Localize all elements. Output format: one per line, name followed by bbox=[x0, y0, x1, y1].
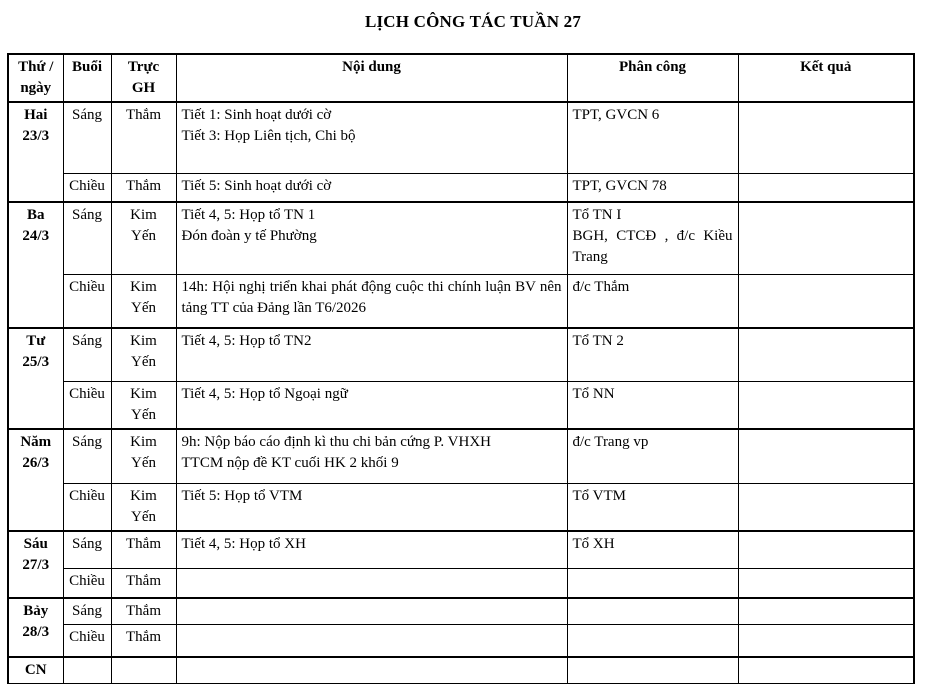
result-cell bbox=[738, 102, 914, 173]
table-row bbox=[8, 598, 914, 625]
result-cell bbox=[738, 598, 914, 625]
day-cell bbox=[8, 657, 63, 684]
content-line: Tiết 4, 5: Họp tổ XH bbox=[181, 536, 306, 552]
day-label: Sáu bbox=[23, 536, 48, 552]
assignment-cell bbox=[567, 381, 738, 429]
assignment-cell bbox=[567, 173, 738, 202]
result-cell bbox=[738, 484, 914, 532]
column-header-duty-line2: GH bbox=[131, 80, 156, 96]
column-header-day-line2: ngày bbox=[20, 80, 52, 96]
page-title: LỊCH CÔNG TÁC TUẦN 27 bbox=[364, 12, 582, 31]
assignment-cell bbox=[567, 531, 738, 568]
assignment-line: Tổ VTM bbox=[572, 488, 626, 504]
content-line: Tiết 4, 5: Họp tổ Ngoại ngữ bbox=[181, 385, 348, 402]
table-row bbox=[8, 274, 914, 328]
day-date: 25/3 bbox=[22, 354, 50, 370]
assignment-cell bbox=[567, 429, 738, 484]
assignment-line: Tổ TN I bbox=[572, 207, 622, 223]
session-cell: Chiều bbox=[63, 381, 111, 429]
assignment-line: BGH, CTCĐ , đ/c Kiều Trang bbox=[572, 228, 733, 265]
content-line: Tiết 4, 5: Họp tổ TN2 bbox=[181, 333, 312, 349]
assignment-line: đ/c Thắm bbox=[572, 278, 630, 295]
duty-cell: Thắm bbox=[111, 102, 176, 173]
content-cell bbox=[176, 381, 567, 429]
table-row bbox=[8, 531, 914, 568]
result-cell bbox=[738, 381, 914, 429]
table-row bbox=[8, 381, 914, 429]
duty-cell: Kim Yến bbox=[111, 429, 176, 484]
assignment-line: Tổ XH bbox=[572, 536, 615, 552]
day-date: 28/3 bbox=[22, 624, 50, 640]
duty-cell: Kim Yến bbox=[111, 202, 176, 274]
assignment-cell bbox=[567, 102, 738, 173]
table-row bbox=[8, 202, 914, 274]
day-cell bbox=[8, 328, 63, 429]
table-header-row bbox=[8, 54, 914, 102]
duty-cell: Thắm bbox=[111, 531, 176, 568]
content-line: Tiết 1: Sinh hoạt dưới cờ bbox=[181, 107, 332, 123]
result-cell bbox=[738, 328, 914, 381]
session-cell: Chiều bbox=[63, 568, 111, 598]
assignment-line: Tổ NN bbox=[572, 385, 615, 402]
result-cell bbox=[738, 202, 914, 274]
session-cell: Chiều bbox=[63, 173, 111, 202]
table-row bbox=[8, 429, 914, 484]
day-label: CN bbox=[24, 661, 47, 678]
day-date: 23/3 bbox=[22, 128, 50, 144]
day-cell bbox=[8, 202, 63, 328]
table-row bbox=[8, 484, 914, 532]
duty-cell: Kim Yến bbox=[111, 328, 176, 381]
content-cell bbox=[176, 531, 567, 568]
assignment-line: TPT, GVCN 78 bbox=[572, 177, 667, 194]
content-cell bbox=[176, 429, 567, 484]
assignment-cell bbox=[567, 598, 738, 625]
content-cell bbox=[176, 328, 567, 381]
duty-cell: Kim Yến bbox=[111, 381, 176, 429]
column-header-duty bbox=[111, 54, 176, 102]
content-line: Đón đoàn y tế Phường bbox=[181, 228, 317, 244]
duty-cell: Thắm bbox=[111, 568, 176, 598]
result-cell bbox=[738, 568, 914, 598]
duty-cell: Thắm bbox=[111, 173, 176, 202]
content-cell bbox=[176, 625, 567, 657]
day-cell bbox=[8, 598, 63, 657]
assignment-line: Tổ TN 2 bbox=[572, 333, 624, 349]
content-line: TTCM nộp đề KT cuối HK 2 khối 9 bbox=[181, 454, 399, 471]
content-cell bbox=[176, 202, 567, 274]
content-line: Tiết 5: Sinh hoạt dưới cờ bbox=[181, 177, 332, 194]
column-header-content: Nội dung bbox=[176, 54, 567, 102]
day-label: Ba bbox=[26, 207, 45, 223]
result-cell bbox=[738, 429, 914, 484]
assignment-cell bbox=[567, 625, 738, 657]
day-date: 27/3 bbox=[22, 557, 50, 573]
assignment-cell bbox=[567, 274, 738, 328]
column-header-duty-line1: Trực bbox=[127, 59, 160, 75]
assignment-cell bbox=[567, 202, 738, 274]
duty-cell: Thắm bbox=[111, 598, 176, 625]
content-cell bbox=[176, 657, 567, 684]
content-cell bbox=[176, 274, 567, 328]
column-header-assignment: Phân công bbox=[567, 54, 738, 102]
schedule-table bbox=[7, 53, 915, 684]
table-row bbox=[8, 568, 914, 598]
assignment-cell bbox=[567, 484, 738, 532]
table-row bbox=[8, 657, 914, 684]
day-date: 26/3 bbox=[22, 454, 50, 471]
day-label: Tư bbox=[26, 333, 46, 349]
assignment-cell bbox=[567, 568, 738, 598]
result-cell bbox=[738, 657, 914, 684]
session-cell: Chiều bbox=[63, 274, 111, 328]
day-cell bbox=[8, 531, 63, 598]
result-cell bbox=[738, 274, 914, 328]
result-cell bbox=[738, 531, 914, 568]
assignment-cell bbox=[567, 657, 738, 684]
assignment-line: đ/c Trang vp bbox=[572, 433, 649, 450]
session-cell bbox=[63, 657, 111, 684]
column-header-result: Kết quả bbox=[738, 54, 914, 102]
table-row bbox=[8, 328, 914, 381]
result-cell bbox=[738, 625, 914, 657]
content-cell bbox=[176, 173, 567, 202]
duty-cell: Kim Yến bbox=[111, 484, 176, 532]
table-row bbox=[8, 173, 914, 202]
content-cell bbox=[176, 598, 567, 625]
session-cell: Chiều bbox=[63, 484, 111, 532]
table-row bbox=[8, 102, 914, 173]
session-cell: Sáng bbox=[63, 531, 111, 568]
table-row bbox=[8, 625, 914, 657]
day-label: Bảy bbox=[23, 603, 49, 619]
day-date: 24/3 bbox=[22, 228, 50, 244]
content-cell bbox=[176, 484, 567, 532]
column-header-day bbox=[8, 54, 63, 102]
day-label: Hai bbox=[24, 107, 48, 123]
content-cell bbox=[176, 102, 567, 173]
content-line: 9h: Nộp báo cáo định kì thu chi bản cứng P. VHXH bbox=[181, 433, 491, 450]
assignment-cell bbox=[567, 328, 738, 381]
content-cell bbox=[176, 568, 567, 598]
assignment-line: TPT, GVCN 6 bbox=[572, 107, 660, 123]
day-label: Năm bbox=[20, 433, 52, 450]
duty-cell: Thắm bbox=[111, 625, 176, 657]
content-line: Tiết 3: Họp Liên tịch, Chi bộ bbox=[181, 128, 356, 144]
result-cell bbox=[738, 173, 914, 202]
day-cell bbox=[8, 429, 63, 532]
session-cell: Sáng bbox=[63, 598, 111, 625]
session-cell: Sáng bbox=[63, 102, 111, 173]
column-header-day-line1: Thứ / bbox=[18, 59, 54, 75]
session-cell: Sáng bbox=[63, 429, 111, 484]
duty-cell: Kim Yến bbox=[111, 274, 176, 328]
content-line: Tiết 4, 5: Họp tổ TN 1 bbox=[181, 207, 316, 223]
day-cell bbox=[8, 102, 63, 202]
content-line: Tiết 5: Họp tổ VTM bbox=[181, 488, 303, 504]
column-header-session: Buổi bbox=[63, 54, 111, 102]
duty-cell bbox=[111, 657, 176, 684]
session-cell: Sáng bbox=[63, 202, 111, 274]
session-cell: Chiều bbox=[63, 625, 111, 657]
content-line: 14h: Hội nghị triển khai phát động cuộc thi chính luận BV nên tảng TT của Đảng lần T6/2026 bbox=[181, 278, 562, 316]
session-cell: Sáng bbox=[63, 328, 111, 381]
